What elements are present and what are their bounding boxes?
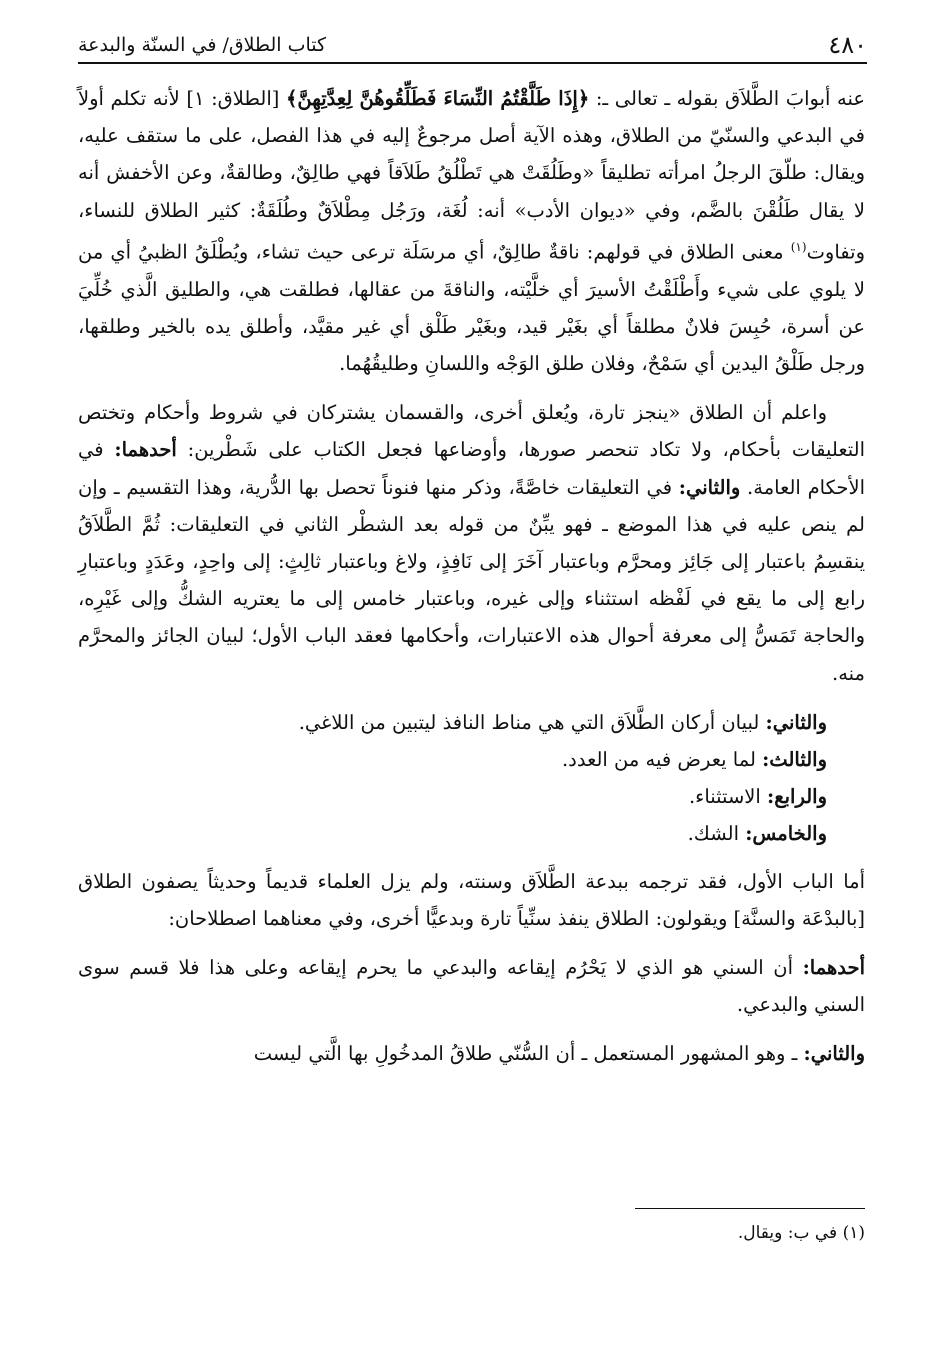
list-item-text: لما يعرض فيه من العدد. — [561, 747, 763, 771]
paragraph-3: أما الباب الأول، فقد ترجمه ببدعة الطَّلاَق وسنته، ولم يزل العلماء قديماً وحديثاً يصفون الطلاق [بالبدْعَة والسنَّة] ويقولون: الطلاق ينفذ سنِّياً تارة وبدعيًّا أخرى، وفي معناهما اصطلاحان: — [78, 869, 865, 930]
list-item-head: والثالث: — [762, 747, 827, 771]
page-number: ٤٨٠ — [828, 31, 867, 59]
paragraph-2-part-a: واعلم أن الطلاق «ينجز تارة، ويُعلق أخرى، والقسمان يشتركان في شروط وأحكام وتختص التعليقات بأحكام، ولا تكاد تنحصر صورها، وأوضاعها فجعل الكتاب على شَطْرين: — [78, 401, 865, 462]
list-item — [78, 815, 865, 852]
list-item-text: الشك. — [687, 822, 746, 846]
quran-verse: ﴿إِذَا طَلَّقْتُمُ النِّسَاءَ فَطَلِّقُوهُنَّ لِعِدَّتِهِنَّ﴾ — [285, 87, 590, 110]
running-title: كتاب الطلاق/ في السنّة والبدعة — [78, 34, 327, 56]
footnote-marker[interactable]: (١) — [790, 239, 807, 254]
paragraph-4 — [78, 949, 865, 1023]
footnote-divider — [635, 1208, 865, 1209]
paragraph-5-heading: والثاني: — [803, 1042, 865, 1066]
footnote — [78, 1218, 865, 1248]
paragraph-4-text: أن السني هو الذي لا يَحْرُم إيقاعه والبدعي ما يحرم إيقاعه وعلى هذا فلا قسم سوى السني والبدعي. — [78, 955, 865, 1017]
paragraph-2-heading-second: والثاني: — [678, 475, 741, 499]
paragraph-2-part-b: في الأحكام العامة. — [78, 438, 865, 499]
footnote-text: في ب: ويقال. — [737, 1223, 838, 1243]
list-item-text: الاستثناء. — [688, 785, 768, 809]
list-item — [78, 704, 865, 741]
list-item-head: والرابع: — [767, 785, 827, 809]
footnote-mark: (١) — [842, 1223, 865, 1243]
paragraph-2-heading-first: أحدهما: — [114, 438, 177, 462]
paragraph-1-part-b: [الطلاق: ١] لأنه تكلم أولاً في البدعي والسنّيّ من الطلاق، وهذه الآية أصل مرجوعٌ إليه في هذا الفصل، على ما ستقف عليه، ويقال: طلّقَ الرجلُ امرأته تطليقاً «وطَلُقَتْ هي تَطْلُقُ طَلاَقاً فهي طالِقٌ، وطالقةٌ، وعن الأخفش أنه لا يقال طَلُقْنَ بالضَّم، وفي «ديوان الأدب» أنه: لُغَة، ورَجُل مِطْلاَقٌ وطُلَقَةٌ: كثير الطلاق للنساء، وتفاوت — [78, 87, 865, 264]
paragraph-1 — [78, 80, 865, 382]
paragraph-1-part-a: عنه أبوابَ الطَّلاَق بقوله ـ تعالى ـ: — [589, 87, 865, 110]
list-item-head: والثاني: — [765, 710, 827, 734]
paragraph-2-part-c: في التعليقات خاصَّةً، وذكر منها فنوناً تحصل بها الدُّرية، وهذا التقسيم ـ وإن لم ينص عليه في هذا الموضع ـ فهو يبِّنٌ من قوله بعد الشطْر الثاني في التعليقات: ثُمَّ الطَّلاَقُ ينقسِمُ باعتبار إلى جَائِز ومحرَّم وباعتبار آخَرَ إلى نَافِذٍ، ولاغ وباعتبار ثالِثٍ: إلى واحِدٍ، وعَدَدٍ وباعتبارِ رابع إلى ما يقع في لَفْظه استثناء وإلى غيره، وباعتبار خامس إلى ما يعتريه الشكُّ وإلى غَيْرِه، والحاجة تَمَسُّ إلى معرفة أحوال هذه الاعتبارات، وأحكامها فعقد الباب الأول؛ لبيان الجائز والمحرَّم منه. — [78, 475, 865, 685]
paragraph-1-part-c: معنى الطلاق في قولهم: ناقةٌ طالِقٌ، أي مرسَلَة ترعى حيث تشاء، ويُطْلَقُ الظبيُ أي من لا يلوي على شيء وأَطْلَقْتُ الأسيرَ أي خلَّيْته، والناقةَ من عقالها، فطلقت هي، والطليق الَّذي خُلِّيَ عن أسرة، حُبِسَ فلانٌ مطلقاً أي بغَيْر قيد، وبغَيْر طَلْق أي غير مقيَّد، وأطلق يده بالخير وطلقها، ورجل طَلْقُ اليدين أي سَمْحٌ، وفلان طلق الوَجْه واللسانِ وطليقُهُما. — [78, 240, 865, 375]
paragraph-2 — [78, 394, 865, 692]
paragraph-5-text: ـ وهو المشهور المستعمل ـ أن السُّنّي طلاقُ المدخُولِ بها الَّتي ليست — [253, 1042, 804, 1066]
paragraph-5 — [78, 1035, 865, 1072]
footnotes — [78, 1218, 865, 1248]
list-item-text: لبيان أركان الطَّلاَق التي هي مناط النافذ ليتبين من اللاغي. — [298, 710, 766, 734]
paragraph-4-heading: أحدهما: — [802, 955, 865, 979]
main-text — [78, 80, 865, 1085]
chapters-list — [78, 704, 865, 853]
page-header — [78, 28, 867, 64]
list-item-head: والخامس: — [745, 822, 827, 846]
list-item — [78, 741, 865, 778]
list-item — [78, 778, 865, 815]
